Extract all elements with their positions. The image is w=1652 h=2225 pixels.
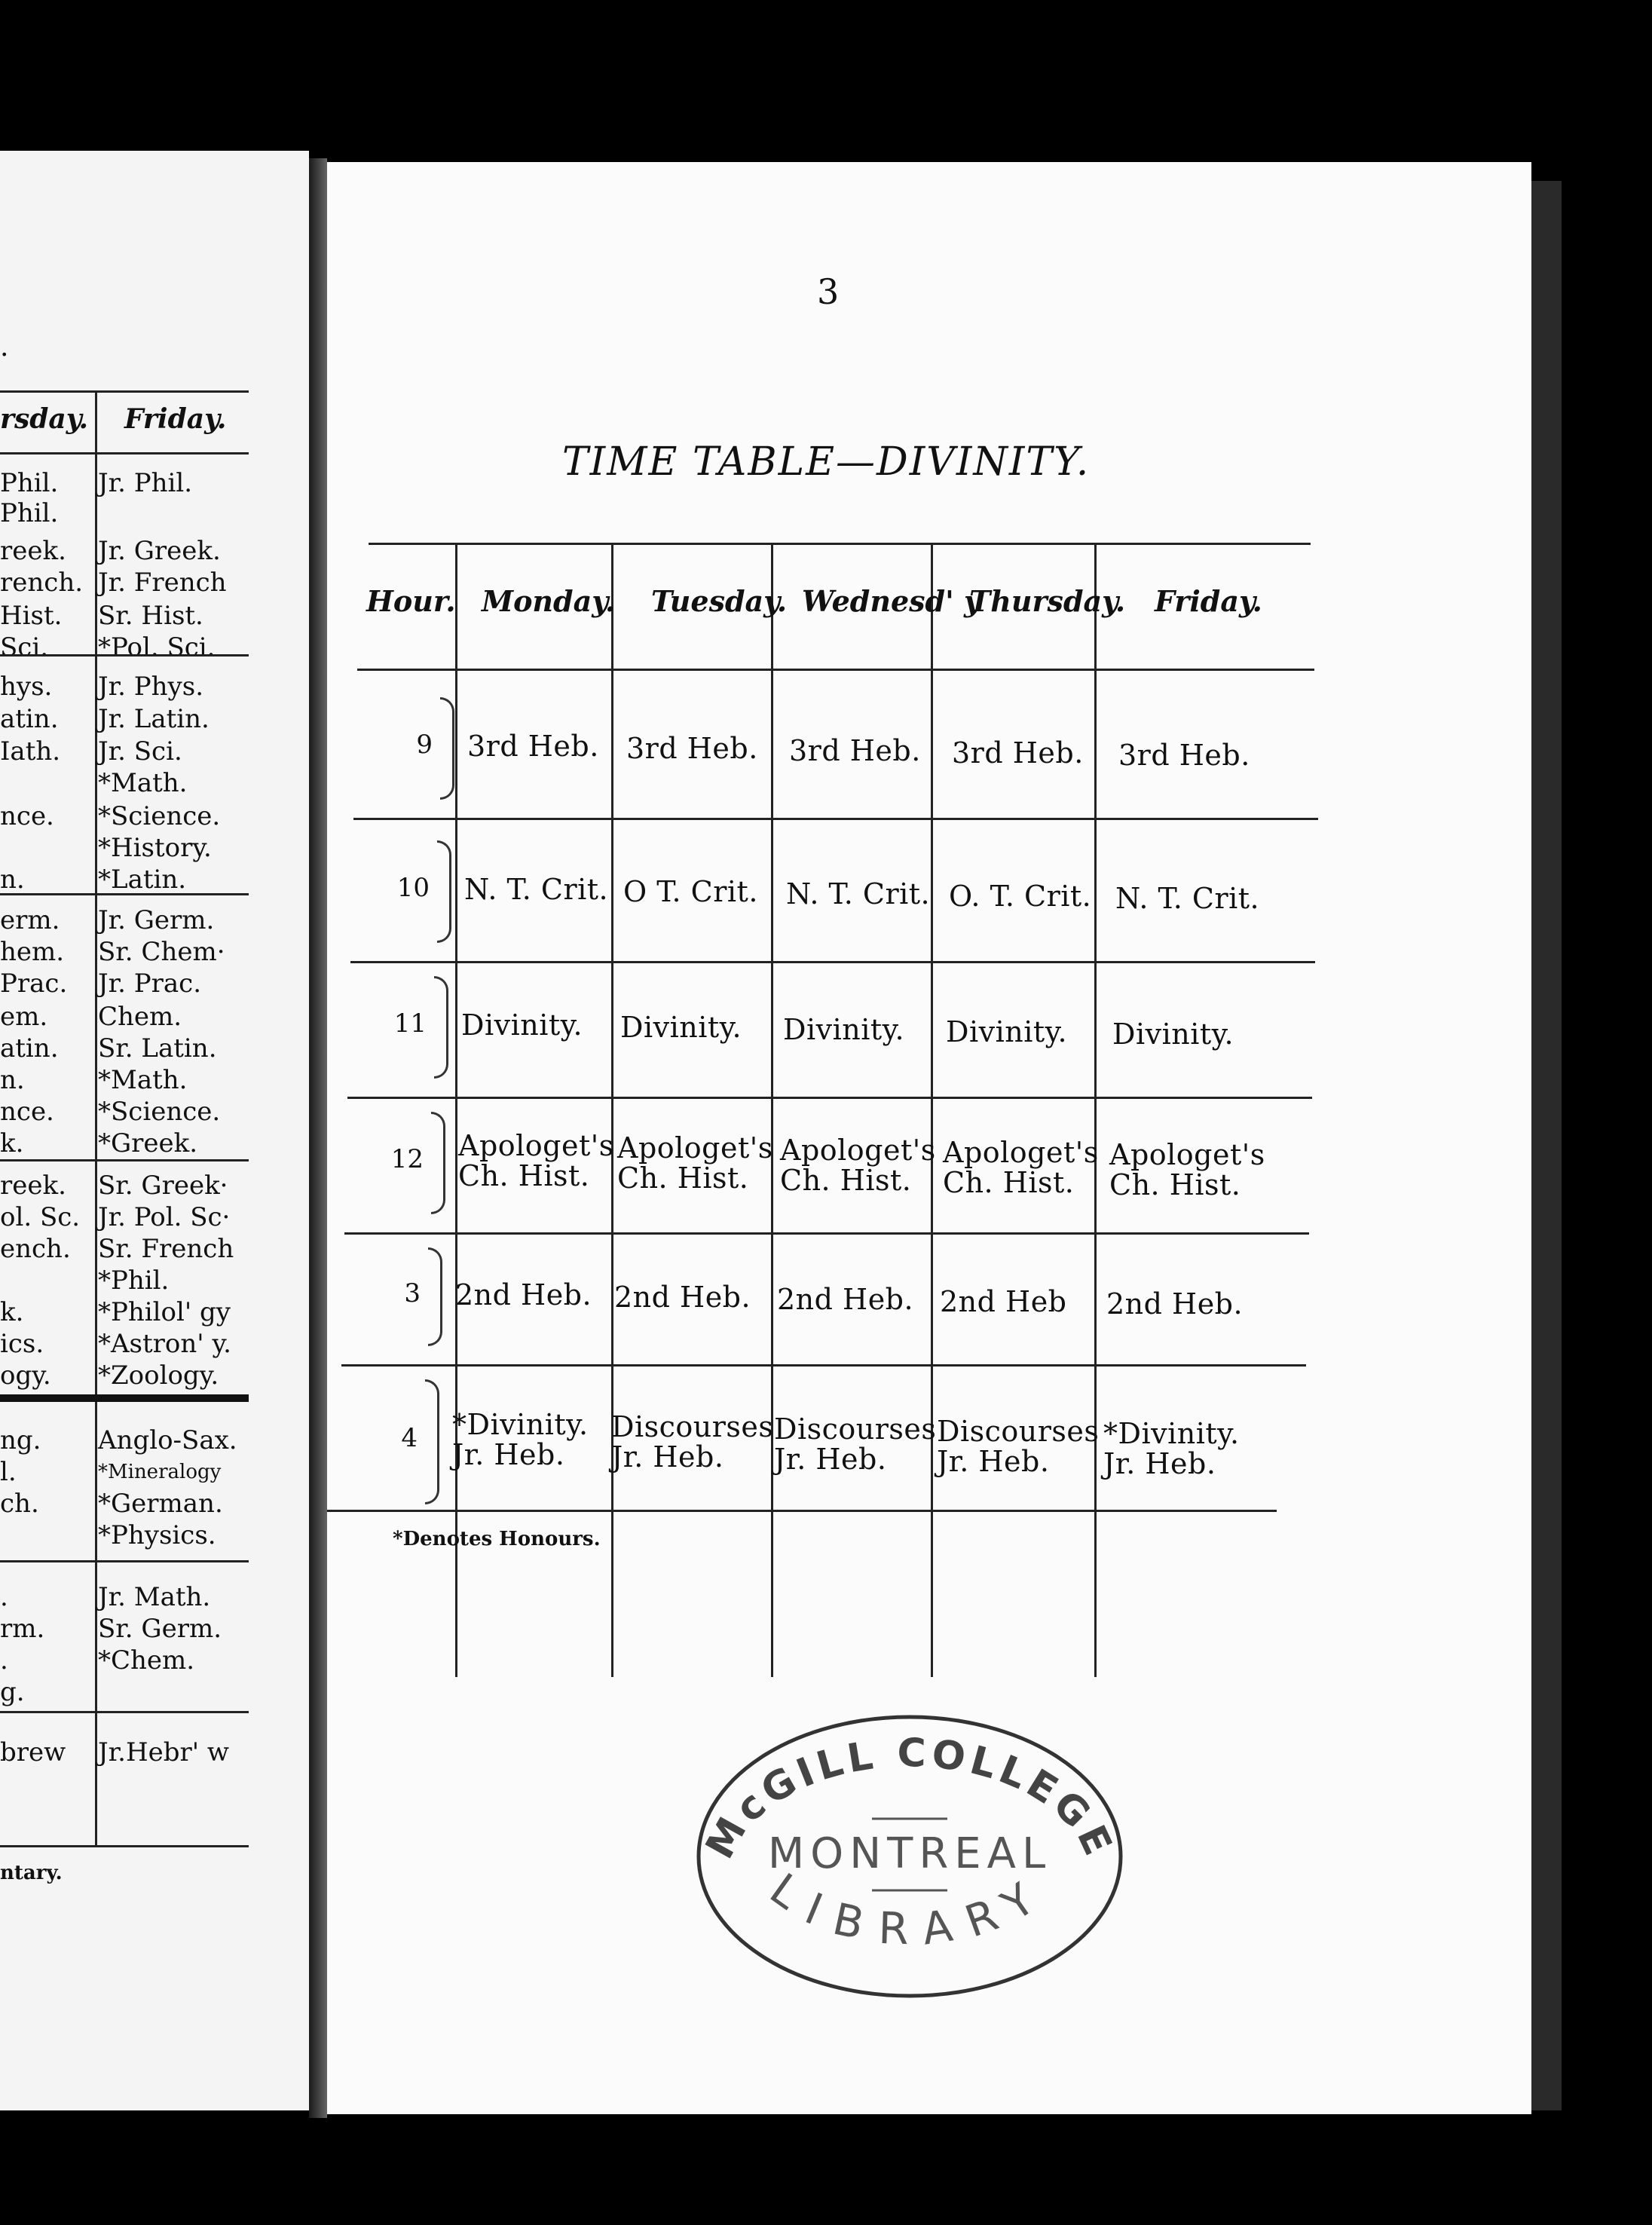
left-cell: *Philol' gy <box>98 1297 231 1327</box>
timetable-cell: Divinity. <box>946 1015 1068 1048</box>
timetable-cell: 3rd Heb. <box>952 736 1084 770</box>
left-cell: *Zoology. <box>98 1360 219 1391</box>
left-cell: atin. <box>0 1033 59 1064</box>
left-header-thursday: rsday. <box>0 403 89 435</box>
hour-brace <box>437 840 451 943</box>
timetable-cell: Divinity. <box>461 1008 583 1042</box>
left-cell: *Mineralogy <box>98 1461 222 1483</box>
left-cell: *Pol. Sci. <box>98 632 216 663</box>
left-page-mark: . <box>0 332 9 363</box>
left-header-bottom-rule <box>0 452 249 454</box>
left-cell: Jr. Phil. <box>98 468 193 498</box>
stamp-middle-text: MONTREAL <box>767 1829 1052 1878</box>
timetable-cell: 3rd Heb. <box>1118 739 1250 772</box>
left-cell: ol. Sc. <box>0 1202 81 1232</box>
timetable-cell: Jr. Heb. <box>611 1440 724 1474</box>
column-header: Hour. <box>366 584 456 618</box>
left-cell: *Chem. <box>98 1645 195 1676</box>
timetable-cell: 2nd Heb. <box>1106 1287 1244 1321</box>
row-separator <box>341 1364 1306 1367</box>
row-separator <box>344 1232 1309 1235</box>
left-cell: *Math. <box>98 768 188 798</box>
hour-brace <box>425 1379 439 1504</box>
timetable-cell: Ch. Hist. <box>943 1166 1075 1199</box>
timetable-cell: Apologet's <box>943 1136 1099 1169</box>
column-divider <box>931 543 933 1677</box>
left-cell: Sci. <box>0 632 49 663</box>
column-header: Thursday. <box>969 584 1126 618</box>
left-cell: n. <box>0 865 25 895</box>
honours-footnote: *Denotes Honours. <box>393 1528 601 1550</box>
left-cell: ng. <box>0 1425 41 1455</box>
timetable-cell: 3rd Heb. <box>789 734 921 767</box>
left-cell: Jr. Sci. <box>98 736 182 767</box>
left-header-friday: Friday. <box>124 403 227 435</box>
left-row-rule <box>0 1711 249 1713</box>
left-cell: Jr. Germ. <box>98 905 215 935</box>
timetable-cell: 2nd Heb. <box>614 1280 751 1314</box>
left-cell: g. <box>0 1677 25 1707</box>
left-row-rule <box>0 654 249 656</box>
left-cell: Hist. <box>0 601 63 631</box>
timetable-cell: 2nd Heb <box>940 1284 1067 1318</box>
column-header: Tuesday. <box>651 584 788 618</box>
left-cell: Jr. French <box>98 568 227 598</box>
page-number: 3 <box>817 271 840 312</box>
hour-label: 10 <box>396 873 430 903</box>
timetable-cell: N. T. Crit. <box>1115 882 1260 915</box>
timetable-cell: 3rd Heb. <box>467 730 599 763</box>
hour-label: 4 <box>401 1423 418 1453</box>
left-row-rule <box>0 1560 249 1562</box>
timetable-cell: N. T. Crit. <box>464 873 609 906</box>
row-separator <box>353 818 1318 820</box>
left-cell: reek. <box>0 1171 66 1201</box>
left-cell: em. <box>0 1002 48 1032</box>
left-cell: Anglo-Sax. <box>98 1425 237 1455</box>
left-column-divider <box>95 390 97 1845</box>
library-stamp-seal <box>687 1706 1132 2007</box>
left-cell: Jr. Phys. <box>98 672 204 702</box>
library-stamp <box>687 1706 1132 2007</box>
row-separator <box>347 1097 1312 1099</box>
left-cell: Sr. Chem· <box>98 937 225 967</box>
left-cell: *Math. <box>98 1065 188 1095</box>
stamp-top-text: McGILL COLLEGE <box>697 1731 1122 1866</box>
header-bottom-rule <box>357 669 1314 671</box>
stamp-bottom-text: LIBRARY <box>760 1862 1059 1955</box>
left-page-fragment <box>0 151 309 2110</box>
timetable-cell: Apologet's <box>780 1134 936 1167</box>
page-edge-shadow <box>1531 181 1562 2110</box>
left-cell: n. <box>0 1065 25 1095</box>
hour-label: 9 <box>416 730 433 760</box>
column-divider <box>771 543 773 1677</box>
left-cell: reek. <box>0 536 66 566</box>
left-cell: Chem. <box>98 1002 182 1032</box>
timetable-cell: Divinity. <box>620 1011 742 1044</box>
timetable-cell: Apologet's <box>458 1129 614 1162</box>
left-cell: l. <box>0 1457 17 1487</box>
left-cell: ogy. <box>0 1360 51 1391</box>
timetable-cell: Jr. Heb. <box>452 1438 565 1471</box>
timetable-cell: Ch. Hist. <box>617 1161 749 1195</box>
timetable-cell: Ch. Hist. <box>1109 1168 1241 1201</box>
column-divider <box>611 543 613 1677</box>
right-page <box>327 162 1531 2114</box>
left-cell: k. <box>0 1297 24 1327</box>
left-cell: *Science. <box>98 801 221 831</box>
table-top-rule <box>369 543 1311 545</box>
timetable-cell: 2nd Heb. <box>455 1278 592 1311</box>
left-header-rule <box>0 390 249 393</box>
left-cell: Sr. Hist. <box>98 601 203 631</box>
left-cell: atin. <box>0 704 59 734</box>
left-row-rule <box>0 1845 249 1847</box>
hour-brace <box>440 697 454 800</box>
hour-label: 3 <box>404 1278 421 1308</box>
row-separator <box>350 961 1315 963</box>
left-cell: *Astron' y. <box>98 1329 231 1359</box>
left-cell: brew <box>0 1737 66 1767</box>
left-cell: Jr. Prac. <box>98 969 202 999</box>
left-cell: Jr. Math. <box>98 1582 211 1612</box>
left-cell: k. <box>0 1128 24 1158</box>
left-cell: nce. <box>0 801 54 831</box>
column-header: Monday. <box>482 584 616 618</box>
left-cell: Prac. <box>0 969 68 999</box>
left-cell: *Physics. <box>98 1520 216 1550</box>
timetable-cell: Jr. Heb. <box>937 1445 1050 1478</box>
left-row-rule <box>0 893 249 895</box>
left-cell: . <box>0 1582 8 1612</box>
left-cell: rench. <box>0 568 84 598</box>
timetable-cell: Discourses <box>774 1412 937 1446</box>
left-cell: Sr. French <box>98 1234 234 1264</box>
timetable-cell: Ch. Hist. <box>458 1159 590 1192</box>
hour-brace <box>428 1247 442 1346</box>
page-title: TIME TABLE—DIVINITY. <box>562 439 1091 485</box>
timetable-cell: N. T. Crit. <box>786 877 931 911</box>
hour-brace <box>431 1112 445 1214</box>
column-header: Wednesd' y <box>802 584 981 618</box>
timetable-cell: O T. Crit. <box>623 875 758 908</box>
hour-label: 12 <box>390 1144 424 1174</box>
left-cell: rm. <box>0 1614 45 1644</box>
timetable-cell: O. T. Crit. <box>949 880 1092 913</box>
left-cell: ics. <box>0 1329 44 1359</box>
timetable-cell: 3rd Heb. <box>626 732 758 765</box>
left-row-rule <box>0 1159 249 1161</box>
timetable-cell: Apologet's <box>617 1131 773 1165</box>
timetable-cell: *Divinity. <box>1103 1417 1240 1450</box>
left-cell: Sr. Germ. <box>98 1614 222 1644</box>
left-cell: erm. <box>0 905 60 935</box>
left-footnote: ntary. <box>0 1862 63 1884</box>
left-cell: Jr. Greek. <box>98 536 221 566</box>
left-cell: *Phil. <box>98 1266 170 1296</box>
timetable-cell: Discourses <box>611 1410 774 1443</box>
timetable-cell: Jr. Heb. <box>774 1443 887 1476</box>
book-gutter <box>309 158 327 2118</box>
column-divider <box>1094 543 1097 1677</box>
left-cell: . <box>0 1645 8 1676</box>
left-cell: Jr.Hebr' w <box>98 1737 230 1767</box>
left-cell: nce. <box>0 1097 54 1127</box>
timetable-cell: Divinity. <box>1112 1018 1234 1051</box>
left-cell: Iath. <box>0 736 61 767</box>
timetable-cell: Apologet's <box>1109 1138 1265 1171</box>
column-divider <box>455 543 457 1677</box>
left-cell: Sr. Greek· <box>98 1171 228 1201</box>
table-bottom-rule <box>327 1510 1277 1512</box>
left-cell: ch. <box>0 1489 39 1519</box>
timetable-cell: Jr. Heb. <box>1103 1447 1216 1480</box>
left-cell: *Science. <box>98 1097 221 1127</box>
timetable-cell: 2nd Heb. <box>777 1282 914 1316</box>
timetable-cell: Divinity. <box>783 1013 905 1046</box>
timetable-cell: *Divinity. <box>452 1408 589 1441</box>
left-cell: *Greek. <box>98 1128 198 1158</box>
hour-label: 11 <box>393 1008 427 1039</box>
timetable-cell: Ch. Hist. <box>780 1164 912 1197</box>
left-cell: Sr. Latin. <box>98 1033 217 1064</box>
left-cell: ench. <box>0 1234 71 1264</box>
left-cell: Jr. Pol. Sc· <box>98 1202 231 1232</box>
left-cell: Phil. <box>0 498 59 528</box>
left-cell: hys. <box>0 672 53 702</box>
column-header: Friday. <box>1155 584 1262 618</box>
timetable-cell: Discourses <box>937 1415 1100 1448</box>
hour-brace <box>434 976 448 1079</box>
left-cell: *German. <box>98 1489 223 1519</box>
left-row-rule <box>0 1394 249 1402</box>
left-cell: hem. <box>0 937 65 967</box>
left-cell: Jr. Latin. <box>98 704 210 734</box>
left-cell: Phil. <box>0 468 59 498</box>
left-cell: *History. <box>98 833 212 863</box>
left-cell: *Latin. <box>98 865 187 895</box>
